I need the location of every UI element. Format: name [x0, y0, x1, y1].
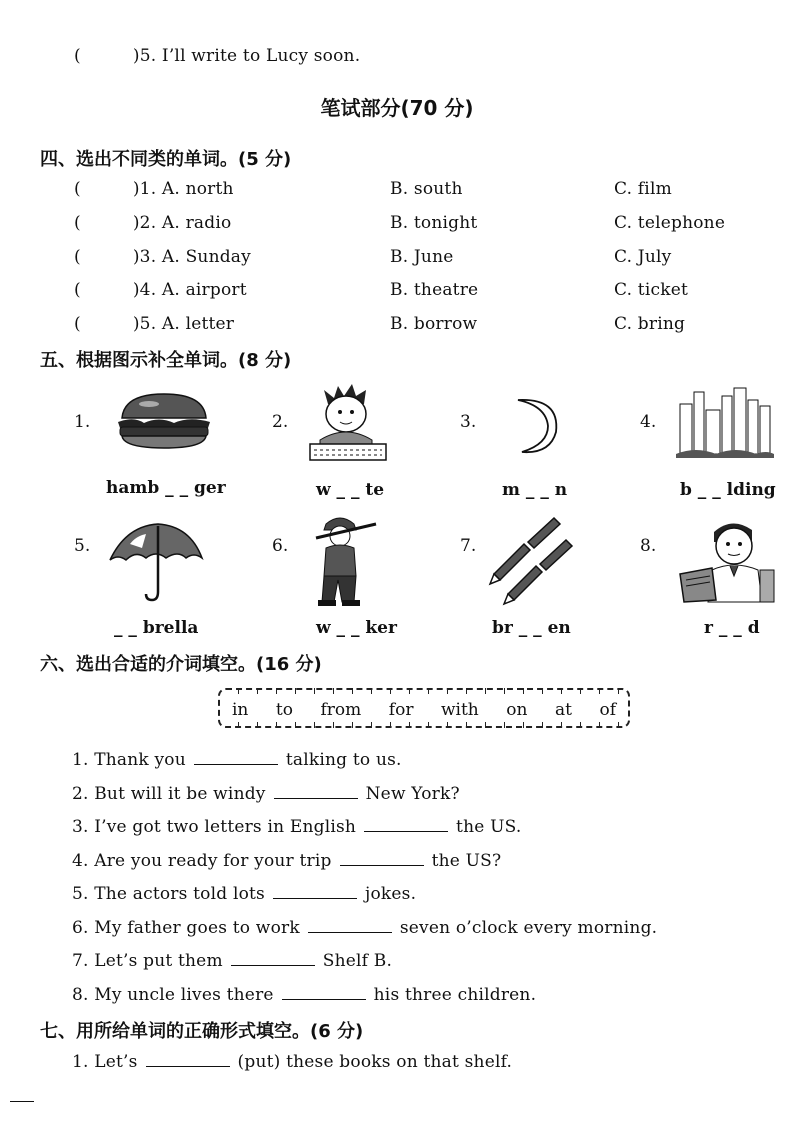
section4-heading: 四、选出不同类的单词。(5 分) [40, 149, 292, 170]
word-bank-item: at [554, 700, 572, 720]
fill-sentence: 3. I’ve got two letters in English the US. [72, 817, 522, 837]
word-blank: br _ _ en [492, 618, 571, 638]
option-c: C. film [614, 179, 672, 199]
item-number: 4. [640, 412, 657, 432]
word-bank-item: to [275, 700, 293, 720]
page-edge-mark [10, 1101, 34, 1102]
answer-blank[interactable] [231, 951, 315, 966]
word-blank: b _ _ lding [680, 480, 776, 500]
fill-sentence: 6. My father goes to work seven o’clock every morning. [72, 918, 658, 938]
answer-blank[interactable] [194, 750, 278, 765]
answer-blank[interactable] [274, 784, 358, 799]
section7-heading: 七、用所给单词的正确形式填空。(6 分) [40, 1021, 364, 1042]
item-number: 7. [460, 536, 477, 556]
answer-blank[interactable] [308, 918, 392, 933]
buildings-icon [676, 384, 774, 466]
word-blank: w _ _ ker [316, 618, 397, 638]
option-b: B. tonight [390, 213, 478, 233]
word-bank-item: from [320, 700, 362, 720]
question-row: ( )2. A. radio [74, 213, 232, 233]
answer-paren-open: ( [74, 46, 81, 66]
question-text: 5. I’ll write to Lucy soon. [139, 46, 361, 66]
question-line-top [74, 46, 360, 66]
option-b: B. June [390, 247, 454, 267]
question-row: ( )4. A. airport [74, 280, 247, 300]
word-bank-box [218, 688, 630, 728]
hamburger-icon [114, 392, 214, 450]
word-bank-item: for [388, 700, 414, 720]
word-bank-item: of [599, 700, 616, 720]
option-b: B. borrow [390, 314, 478, 334]
fill-sentence: 4. Are you ready for your trip the US? [72, 851, 502, 871]
fill-sentence: 1. Thank you talking to us. [72, 750, 402, 770]
written-section-title: 笔试部分(70 分) [320, 96, 474, 120]
word-blank: r _ _ d [704, 618, 760, 638]
question-row: ( )5. A. letter [74, 314, 235, 334]
boy-writing-icon [306, 384, 390, 462]
answer-blank[interactable] [364, 817, 448, 832]
item-number: 1. [74, 412, 91, 432]
option-c: C. telephone [614, 213, 726, 233]
option-b: B. theatre [390, 280, 479, 300]
fill-sentence: 2. But will it be windy New York? [72, 784, 460, 804]
word-bank-item: in [232, 700, 249, 720]
worker-icon [306, 510, 378, 610]
option-b: B. south [390, 179, 463, 199]
answer-blank[interactable] [146, 1052, 230, 1067]
item-number: 5. [74, 536, 91, 556]
section5-heading: 五、根据图示补全单词。(8 分) [40, 350, 292, 371]
word-bank [232, 700, 616, 720]
word-blank: hamb _ _ ger [106, 478, 226, 498]
moon-icon [500, 396, 562, 456]
section6-heading: 六、选出合适的介词填空。(16 分) [40, 654, 322, 675]
fill-sentence: 5. The actors told lots jokes. [72, 884, 417, 904]
word-bank-border-top [228, 688, 620, 694]
option-c: C. ticket [614, 280, 688, 300]
option-c: C. bring [614, 314, 686, 334]
umbrella-icon [106, 518, 206, 604]
answer-paren-close: ) [132, 46, 140, 66]
question-row: ( )3. A. Sunday [74, 247, 251, 267]
broken-pencils-icon [488, 514, 578, 606]
fill-sentence: 7. Let’s put them Shelf B. [72, 951, 393, 971]
fill-sentence: 1. Let’s (put) these books on that shelf. [72, 1052, 513, 1072]
answer-blank[interactable] [282, 985, 366, 1000]
fill-sentence: 8. My uncle lives there his three children. [72, 985, 537, 1005]
boy-reading-icon [676, 514, 776, 604]
word-bank-item: with [440, 700, 479, 720]
item-number: 6. [272, 536, 289, 556]
word-bank-border-bottom [228, 722, 620, 728]
word-bank-item: on [506, 700, 528, 720]
question-row: ( )1. A. north [74, 179, 234, 199]
word-blank: w _ _ te [316, 480, 385, 500]
answer-blank[interactable] [340, 851, 424, 866]
item-number: 3. [460, 412, 477, 432]
item-number: 2. [272, 412, 289, 432]
option-c: C. July [614, 247, 672, 267]
answer-blank[interactable] [273, 884, 357, 899]
word-blank: m _ _ n [502, 480, 568, 500]
item-number: 8. [640, 536, 657, 556]
word-blank: _ _ brella [114, 618, 199, 638]
